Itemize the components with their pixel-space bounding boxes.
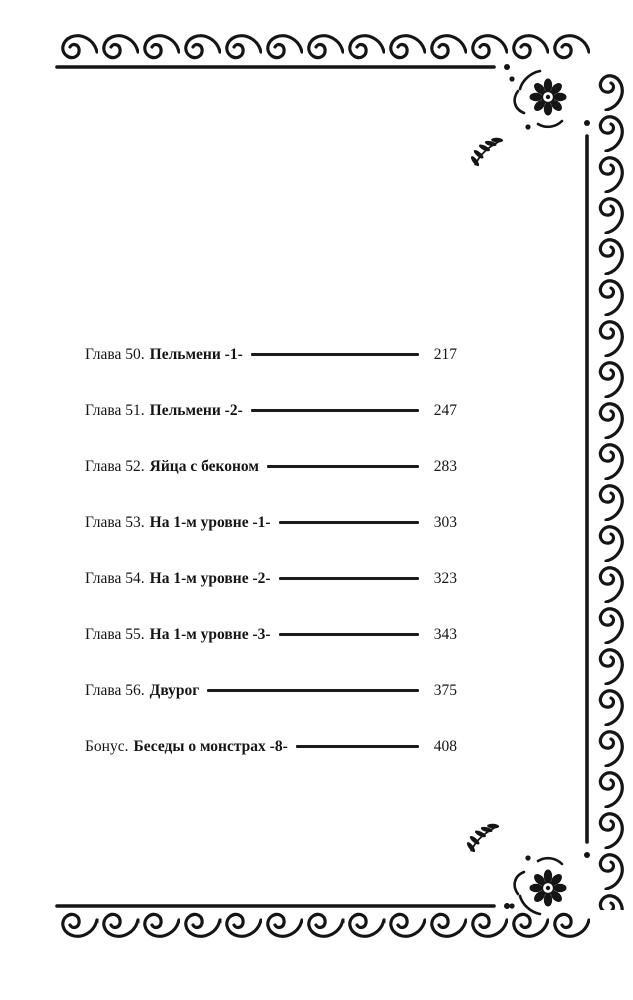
frame-dots [504,64,590,909]
toc-entry-label: Глава 56. [85,682,145,699]
toc-entry-page: 323 [433,570,457,587]
toc-entry-label: Глава 50. [85,346,145,363]
toc-entry-page: 247 [433,402,457,419]
toc-entry-label: Глава 54. [85,570,145,587]
toc-entry-label: Глава 53. [85,514,145,531]
toc-entry-title: Яйца с беконом [149,458,259,475]
toc-entry-label: Глава 51. [85,402,145,419]
toc-entry-label: Глава 55. [85,626,145,643]
toc-entry [85,344,457,365]
leaf-sprig-top-icon [466,135,508,168]
toc-entry-page: 283 [433,458,457,475]
toc-entry-title: Беседы о монстрах -8- [133,738,288,755]
toc-leader-line [267,465,419,467]
toc-entry-page: 375 [433,682,457,699]
rosette-flower-bottom-right-icon [509,855,574,914]
toc-leader-line [251,353,419,355]
toc-leader-line [251,409,419,411]
table-of-contents [85,344,457,757]
toc-leader-line [279,521,419,523]
toc-entry-page: 217 [433,346,457,363]
toc-entry-title: На 1-м уровне -3- [149,626,271,643]
toc-entry [85,736,457,757]
toc-leader-line [279,633,419,635]
toc-entry-title: На 1-м уровне -2- [149,570,271,587]
toc-entry [85,568,457,589]
scroll-border-top-icon [57,31,590,61]
toc-entry [85,624,457,645]
toc-entry-page: 408 [433,738,457,755]
toc-entry [85,400,457,421]
toc-entry-title: Двурог [149,682,200,699]
toc-entry-label: Глава 52. [85,458,145,475]
toc-entry [85,512,457,533]
toc-entry [85,680,457,701]
toc-leader-line [296,745,419,747]
toc-entry-page: 303 [433,514,457,531]
toc-entry-title: Пельмени -2- [149,402,243,419]
toc-entry [85,456,457,477]
rosette-flower-top-right-icon [509,71,574,130]
scroll-border-bottom-icon [57,911,590,941]
leaf-sprig-bottom-icon [462,821,504,854]
toc-entry-label: Бонус. [85,738,129,755]
scroll-border-right-icon [597,70,627,910]
toc-leader-line [279,577,419,579]
toc-entry-page: 343 [433,626,457,643]
toc-entry-title: Пельмени -1- [149,346,243,363]
toc-entry-title: На 1-м уровне -1- [149,514,271,531]
toc-leader-line [207,689,419,691]
